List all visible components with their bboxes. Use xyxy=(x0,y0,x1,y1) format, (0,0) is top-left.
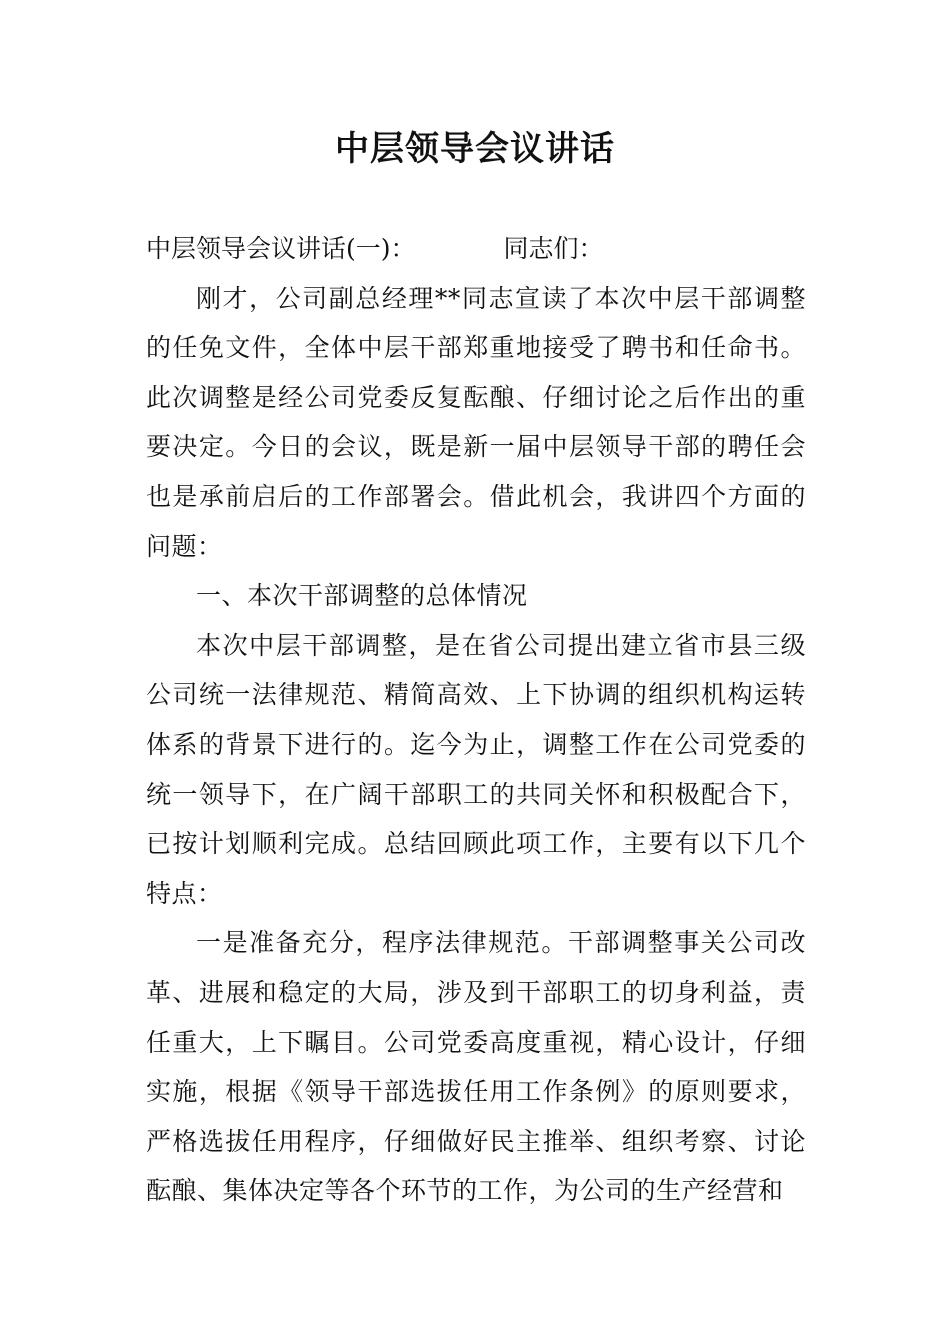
intro-line xyxy=(146,224,806,274)
salutation: 同志们： xyxy=(503,234,604,263)
paragraph-opening: 刚才，公司副总经理**同志宣读了本次中层干部调整的任免文件，全体中层干部郑重地接受了聘书和任命书。此次调整是经公司党委反复酝酿、仔细讨论之后作出的重要决定。今日的会议，既是新一届中层领导干部的聘任会也是承前启后的工作部署会。借此机会，我讲四个方面的问题： xyxy=(146,283,806,561)
document-title: 中层领导会议讲话 xyxy=(335,129,615,169)
paragraph-point-1: 一是准备充分，程序法律规范。干部调整事关公司改革、进展和稳定的大局，涉及到干部职工的切身利益，责任重大，上下瞩目。公司党委高度重视，精心设计，仔细实施，根据《领导干部选拔任用工作条例》的原则要求，严格选拔任用程序，仔细做好民主推举、组织考察、讨论酝酿、集体决定等各个环节的工作，为公司的生产经营和 xyxy=(146,928,806,1206)
document-body xyxy=(146,224,806,1216)
intro-label: 中层领导会议讲话(一)： xyxy=(146,234,416,263)
section-heading-1: 一、本次干部调整的总体情况 xyxy=(196,581,528,611)
paragraph-overview: 本次中层干部调整，是在省公司提出建立省市县三级公司统一法律规范、精简高效、上下协调的组织机构运转体系的背景下进行的。迄今为止，调整工作在公司党委的统一领导下，在广阔干部职工的共同关怀和积极配合下，已按计划顺利完成。总结回顾此项工作，主要有以下几个特点： xyxy=(146,630,806,908)
